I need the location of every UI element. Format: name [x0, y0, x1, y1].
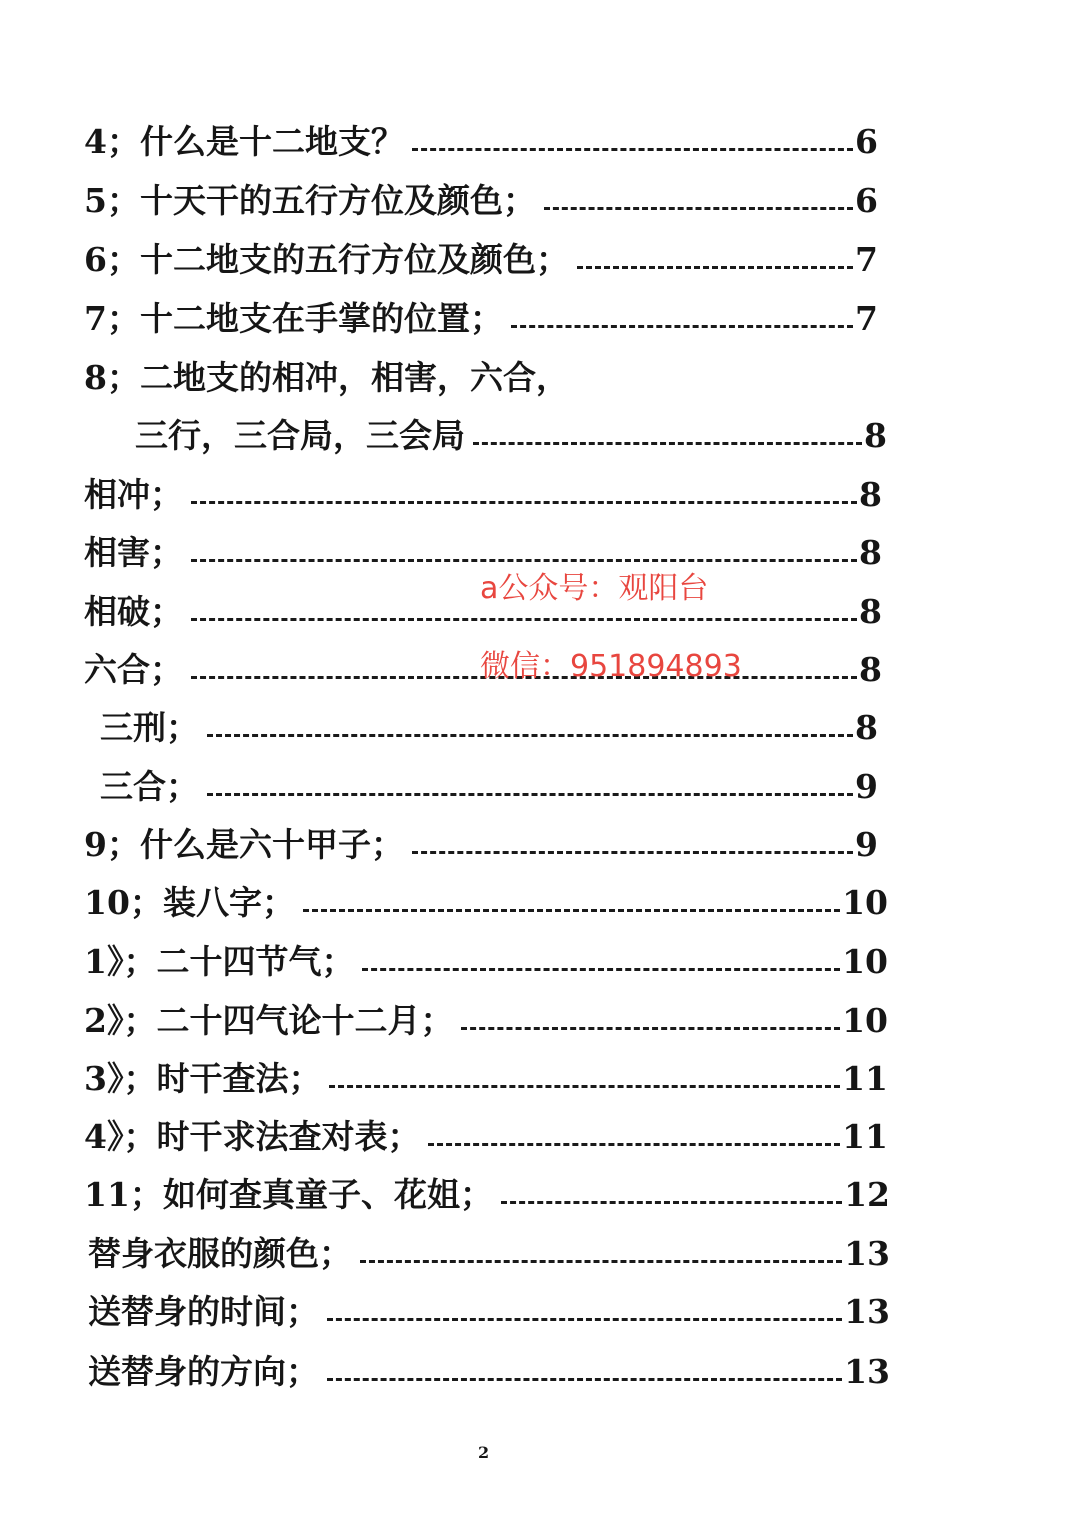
watermark-wechat-id: 微信：951894893: [480, 649, 742, 684]
toc-entry: [88, 1350, 890, 1394]
toc-entry-title: 三刑；: [100, 708, 199, 747]
toc-entry-page: 7: [855, 240, 878, 279]
dotted-leader: [191, 618, 857, 621]
dotted-leader: [360, 1260, 842, 1263]
toc-entry-page: 8: [864, 416, 887, 455]
toc-entry-title: 送替身的方向；: [88, 1352, 319, 1391]
toc-entry-page: 8: [859, 650, 882, 689]
toc-entry-title: 相破；: [84, 592, 183, 631]
toc-entry-title: 时干求法查对表；: [156, 1117, 421, 1156]
dotted-leader: [461, 1027, 840, 1030]
toc-entry-page: 6: [855, 122, 878, 161]
toc-entry-number: 4》；: [84, 1117, 157, 1156]
toc-entry-page: 10: [842, 942, 888, 981]
toc-entry: [100, 765, 878, 809]
dotted-leader: [191, 559, 857, 562]
toc-entry: [84, 120, 878, 164]
toc-entry-number: 11；: [84, 1175, 163, 1214]
toc-entry: [84, 297, 878, 341]
toc-entry-page: 12: [844, 1175, 890, 1214]
toc-entry-title: 六合；: [84, 650, 183, 689]
toc-entry-page: 7: [855, 299, 878, 338]
toc-entry-number: 1》；: [84, 942, 157, 981]
toc-entry-page: 9: [855, 767, 878, 806]
toc-entry-page: 10: [842, 1001, 888, 1040]
toc-entry-page: 8: [859, 592, 882, 631]
dotted-leader: [428, 1143, 840, 1146]
dotted-leader: [362, 968, 840, 971]
toc-entry-title: 二十四气论十二月；: [156, 1001, 454, 1040]
toc-entry: [84, 238, 878, 282]
page-number: 2: [478, 1443, 490, 1462]
toc-entry: [88, 1232, 890, 1276]
toc-entry-title: 什么是十二地支？: [139, 122, 404, 161]
dotted-leader: [329, 1085, 840, 1088]
toc-entry-number: 9；: [84, 825, 140, 864]
toc-entry: [84, 881, 888, 925]
toc-entry: [84, 823, 878, 867]
toc-entry-title: 替身衣服的颜色；: [88, 1234, 352, 1273]
toc-entry-title: 二地支的相冲，相害，六合，: [139, 358, 569, 397]
toc-entry-page: 9: [855, 825, 878, 864]
toc-entry: [84, 356, 878, 400]
toc-entry-page: 13: [844, 1292, 890, 1331]
toc-entry-page: 10: [842, 883, 888, 922]
toc-entry-title: 三合；: [100, 767, 199, 806]
toc-entry-number: 5；: [84, 181, 140, 220]
dotted-leader: [207, 734, 853, 737]
dotted-leader: [303, 909, 840, 912]
dotted-leader: [412, 148, 853, 151]
toc-entry-title: 送替身的时间；: [88, 1292, 319, 1331]
toc-entry: [88, 1290, 890, 1334]
toc-entry-title: 三行，三合局，三会局: [135, 416, 465, 455]
toc-entry-title: 十天干的五行方位及颜色；: [139, 181, 536, 220]
toc-entry-number: 10；: [84, 883, 163, 922]
toc-entry: [84, 1173, 890, 1217]
toc-entry-title: 十二地支的五行方位及颜色；: [139, 240, 569, 279]
toc-entry: [135, 414, 887, 458]
toc-entry-page: 8: [859, 533, 882, 572]
toc-entry-page: 8: [859, 475, 882, 514]
dotted-leader: [327, 1378, 842, 1381]
toc-entry-page: 11: [842, 1117, 888, 1156]
toc-entry: [84, 999, 888, 1043]
toc-entry: [84, 179, 878, 223]
dotted-leader: [473, 442, 862, 445]
toc-entry-number: 3》；: [84, 1059, 157, 1098]
dotted-leader: [501, 1201, 842, 1204]
toc-entry-page: 11: [842, 1059, 888, 1098]
toc-entry-number: 8；: [84, 358, 140, 397]
toc-entry: [84, 1057, 888, 1101]
toc-entry: [84, 473, 882, 517]
toc-entry-number: 4；: [84, 122, 140, 161]
toc-entry-title: 相害；: [84, 533, 183, 572]
dotted-leader: [412, 851, 853, 854]
toc-entry-number: 6；: [84, 240, 140, 279]
toc-entry-title: 装八字；: [162, 883, 295, 922]
toc-entry-page: 13: [844, 1234, 890, 1273]
toc-entry: [100, 706, 878, 750]
toc-entry-title: 二十四节气；: [156, 942, 355, 981]
toc-entry-title: 什么是六十甲子；: [139, 825, 404, 864]
dotted-leader: [511, 325, 853, 328]
dotted-leader: [577, 266, 853, 269]
toc-entry-title: 相冲；: [84, 475, 183, 514]
dotted-leader: [191, 501, 857, 504]
dotted-leader: [327, 1318, 842, 1321]
toc-entry-page: 8: [855, 708, 878, 747]
toc-entry-title: 十二地支在手掌的位置；: [139, 299, 503, 338]
toc-entry-page: 13: [844, 1352, 890, 1391]
dotted-leader: [207, 793, 853, 796]
toc-entry-page: 6: [855, 181, 878, 220]
toc-entry-title: 时干查法；: [156, 1059, 322, 1098]
watermark-wechat-account: a公众号：观阳台: [480, 571, 709, 606]
toc-entry-number: 7；: [84, 299, 140, 338]
dotted-leader: [544, 207, 853, 210]
toc-entry: [84, 1115, 888, 1159]
toc-entry-number: 2》；: [84, 1001, 157, 1040]
toc-entry: [84, 940, 888, 984]
toc-entry-title: 如何查真童子、花姐；: [162, 1175, 493, 1214]
